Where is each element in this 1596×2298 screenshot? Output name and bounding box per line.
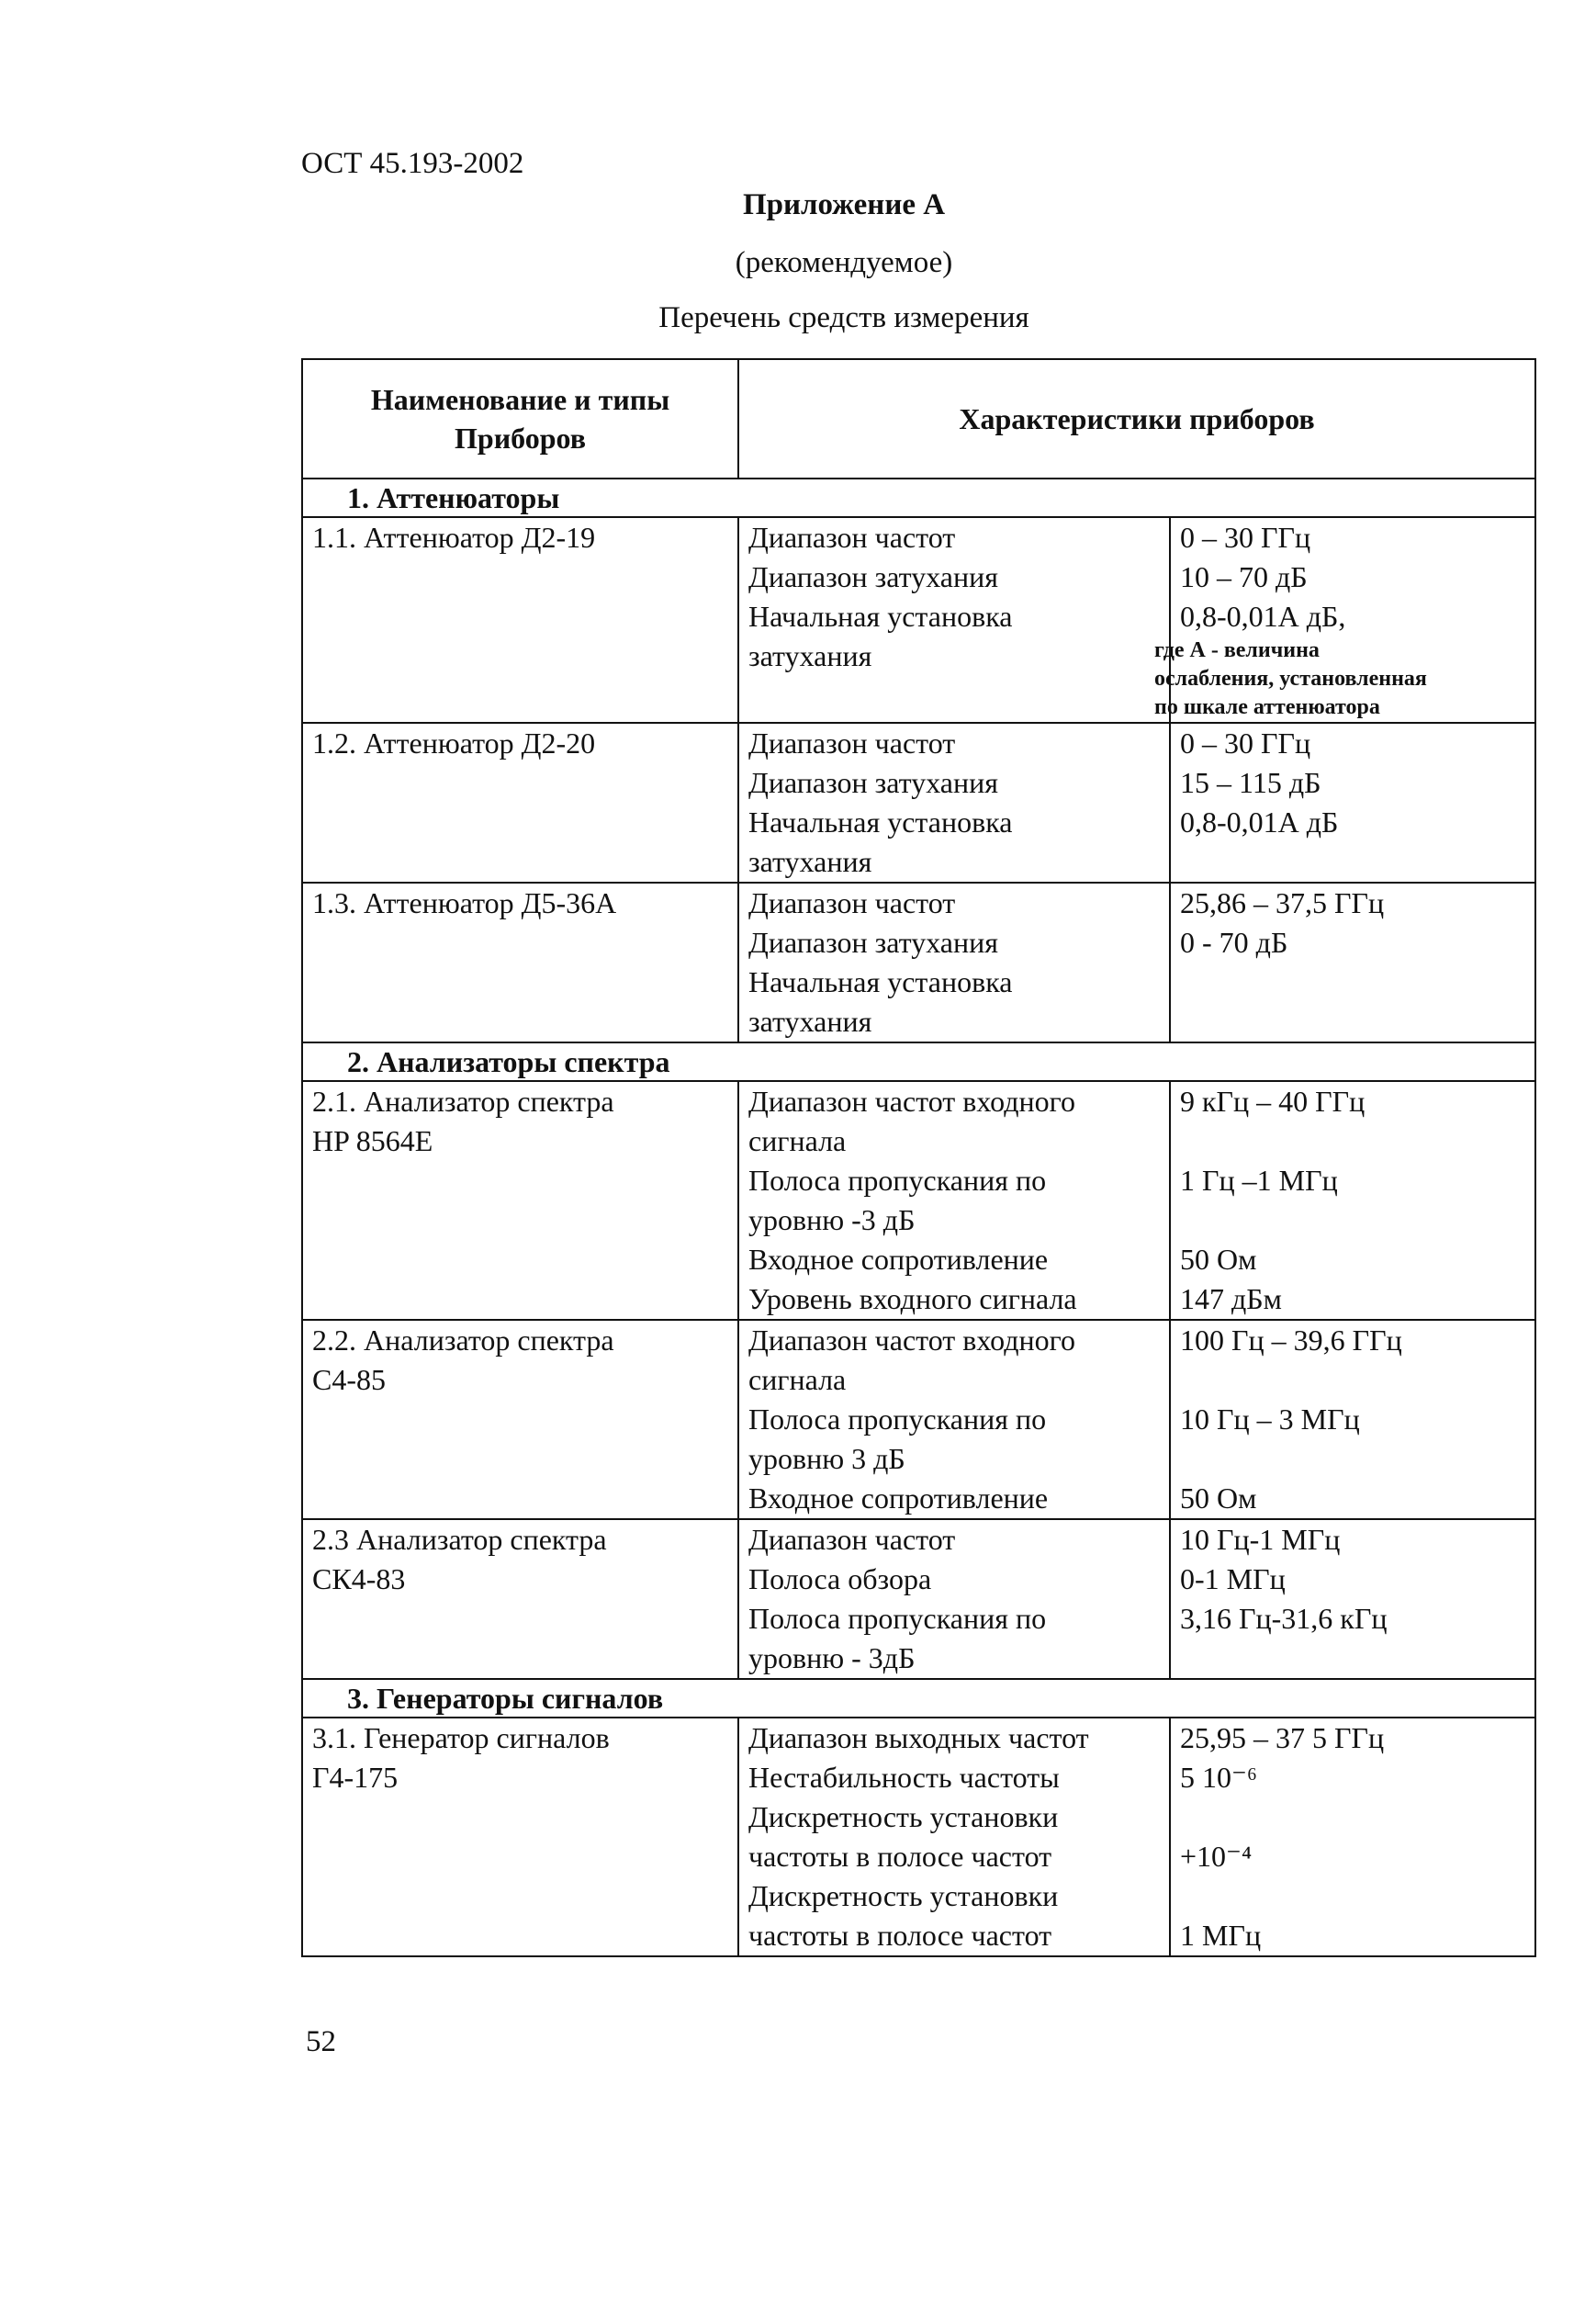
parameter-line: частоты в полосе частот bbox=[748, 1840, 1052, 1873]
parameter-line: Диапазон затухания bbox=[748, 766, 998, 799]
parameter-line: Начальная установка bbox=[748, 600, 1013, 633]
value-line: 25,86 – 37,5 ГГц bbox=[1180, 886, 1385, 919]
table-row bbox=[302, 517, 1535, 723]
parameter-line: сигнала bbox=[748, 1363, 847, 1396]
instrument-name: 1.1. Аттенюатор Д2-19 bbox=[302, 517, 738, 723]
parameter-line: Начальная установка bbox=[748, 805, 1013, 839]
parameter-line: Диапазон частот bbox=[748, 521, 956, 554]
instruments-table bbox=[301, 358, 1536, 1957]
value-line: 10 Гц-1 МГц bbox=[1180, 1523, 1341, 1556]
value-line bbox=[1180, 1797, 1525, 1837]
value-line: 3,16 Гц-31,6 кГц bbox=[1180, 1602, 1388, 1635]
value-list bbox=[1170, 883, 1535, 1042]
parameter-line: затухания bbox=[748, 639, 872, 672]
value-line: 0-1 МГц bbox=[1180, 1562, 1286, 1595]
parameter-line: затухания bbox=[748, 1005, 872, 1038]
instrument-name: 1.2. Аттенюатор Д2-20 bbox=[302, 723, 738, 883]
page-number: 52 bbox=[306, 2025, 336, 2058]
value-line bbox=[1180, 1121, 1525, 1161]
instrument-name: 3.1. Генератор сигналов Г4-175 bbox=[302, 1718, 738, 1956]
parameter-line: Диапазон частот bbox=[748, 1523, 956, 1556]
parameter-list bbox=[738, 883, 1170, 1042]
table-row bbox=[302, 1718, 1535, 1956]
parameter-line: Диапазон частот bbox=[748, 886, 956, 919]
instrument-name: 1.3. Аттенюатор Д5-36А bbox=[302, 883, 738, 1042]
value-line: +10⁻⁴ bbox=[1180, 1840, 1253, 1873]
table-row bbox=[302, 883, 1535, 1042]
parameter-line: Диапазон частот входного bbox=[748, 1085, 1075, 1118]
section-row bbox=[302, 1679, 1535, 1718]
parameter-list bbox=[738, 1081, 1170, 1320]
parameter-line: затухания bbox=[748, 845, 872, 878]
parameter-line: уровню 3 дБ bbox=[748, 1442, 905, 1475]
value-line: 50 Ом bbox=[1180, 1243, 1257, 1276]
parameter-line: Диапазон затухания bbox=[748, 926, 998, 959]
value-line: 5 10⁻⁶ bbox=[1180, 1761, 1258, 1794]
instrument-name: 2.2. Анализатор спектра С4-85 bbox=[302, 1320, 738, 1519]
appendix-type: (рекомендуемое) bbox=[735, 246, 953, 279]
parameter-line: уровню -3 дБ bbox=[748, 1203, 916, 1236]
section-row bbox=[302, 479, 1535, 517]
value-line bbox=[1180, 1360, 1525, 1400]
value-line: 147 дБм bbox=[1180, 1282, 1282, 1315]
value-note: по шкале аттенюатора bbox=[1154, 695, 1380, 719]
parameter-line: Входное сопротивление bbox=[748, 1243, 1049, 1276]
parameter-line: Дискретность установки bbox=[748, 1879, 1059, 1912]
instrument-name: 2.3 Анализатор спектра СК4-83 bbox=[302, 1519, 738, 1679]
parameter-list bbox=[738, 517, 1170, 723]
parameter-line: частоты в полосе частот bbox=[748, 1919, 1052, 1952]
value-list bbox=[1170, 723, 1535, 883]
value-list bbox=[1170, 1519, 1535, 1679]
value-line: 0,8-0,01А дБ bbox=[1180, 805, 1339, 839]
parameter-line: Входное сопротивление bbox=[748, 1481, 1049, 1515]
value-list bbox=[1170, 1718, 1535, 1956]
parameter-line: Начальная установка bbox=[748, 965, 1013, 998]
parameter-line: Нестабильность частоты bbox=[748, 1761, 1060, 1794]
parameter-line: Уровень входного сигнала bbox=[748, 1282, 1077, 1315]
value-line bbox=[1180, 1876, 1525, 1916]
value-line bbox=[1180, 1200, 1525, 1240]
section-title: 2. Анализаторы спектра bbox=[302, 1042, 1535, 1081]
document-code: ОСТ 45.193-2002 bbox=[301, 147, 524, 180]
parameter-list bbox=[738, 723, 1170, 883]
value-list bbox=[1154, 517, 1535, 723]
parameter-line: Дискретность установки bbox=[748, 1800, 1059, 1833]
parameter-line: Диапазон затухания bbox=[748, 560, 998, 593]
value-note: где А - величина bbox=[1154, 638, 1320, 662]
value-list bbox=[1170, 1081, 1535, 1320]
value-line: 15 – 115 дБ bbox=[1180, 766, 1321, 799]
section-row bbox=[302, 1042, 1535, 1081]
value-note: ослабления, установленная bbox=[1154, 667, 1427, 691]
parameter-line: Полоса пропускания по bbox=[748, 1602, 1047, 1635]
parameter-list bbox=[738, 1718, 1170, 1956]
value-list bbox=[1170, 1320, 1535, 1519]
parameter-line: Диапазон выходных частот bbox=[748, 1721, 1089, 1754]
parameter-line: уровню - 3дБ bbox=[748, 1641, 916, 1674]
value-line: 0 - 70 дБ bbox=[1180, 926, 1288, 959]
list-title: Перечень средств измерения bbox=[658, 301, 1029, 334]
table-row bbox=[302, 1519, 1535, 1679]
parameter-line: сигнала bbox=[748, 1124, 847, 1157]
value-line: 10 – 70 дБ bbox=[1180, 560, 1308, 593]
value-line: 9 кГц – 40 ГГц bbox=[1180, 1085, 1366, 1118]
value-line: 25,95 – 37 5 ГГц bbox=[1180, 1721, 1385, 1754]
value-line: 0,8-0,01А дБ, bbox=[1180, 600, 1346, 633]
value-line: 0 – 30 ГГц bbox=[1180, 521, 1311, 554]
parameter-line: Полоса обзора bbox=[748, 1562, 932, 1595]
section-title: 1. Аттенюаторы bbox=[302, 479, 1535, 517]
parameter-line: Диапазон частот bbox=[748, 727, 956, 760]
column-header-characteristics: Характеристики приборов bbox=[738, 359, 1535, 479]
section-title: 3. Генераторы сигналов bbox=[302, 1679, 1535, 1718]
parameter-list bbox=[738, 1519, 1170, 1679]
table-row bbox=[302, 1320, 1535, 1519]
parameter-line: Диапазон частот входного bbox=[748, 1324, 1075, 1357]
parameter-line: Полоса пропускания по bbox=[748, 1402, 1047, 1436]
column-header-name: Наименование и типы Приборов bbox=[302, 359, 738, 479]
instrument-name: 2.1. Анализатор спектра HP 8564E bbox=[302, 1081, 738, 1320]
parameter-list bbox=[738, 1320, 1170, 1519]
value-line: 1 Гц –1 МГц bbox=[1180, 1164, 1338, 1197]
parameter-line: Полоса пропускания по bbox=[748, 1164, 1047, 1197]
value-line: 1 МГц bbox=[1180, 1919, 1262, 1952]
value-line: 100 Гц – 39,6 ГГц bbox=[1180, 1324, 1402, 1357]
table-header-row bbox=[302, 359, 1535, 479]
table-row bbox=[302, 723, 1535, 883]
value-line: 50 Ом bbox=[1180, 1481, 1257, 1515]
appendix-title: Приложение А bbox=[742, 188, 946, 221]
table-row bbox=[302, 1081, 1535, 1320]
value-line bbox=[1180, 1439, 1525, 1479]
value-line: 0 – 30 ГГц bbox=[1180, 727, 1311, 760]
value-line: 10 Гц – 3 МГц bbox=[1180, 1402, 1360, 1436]
